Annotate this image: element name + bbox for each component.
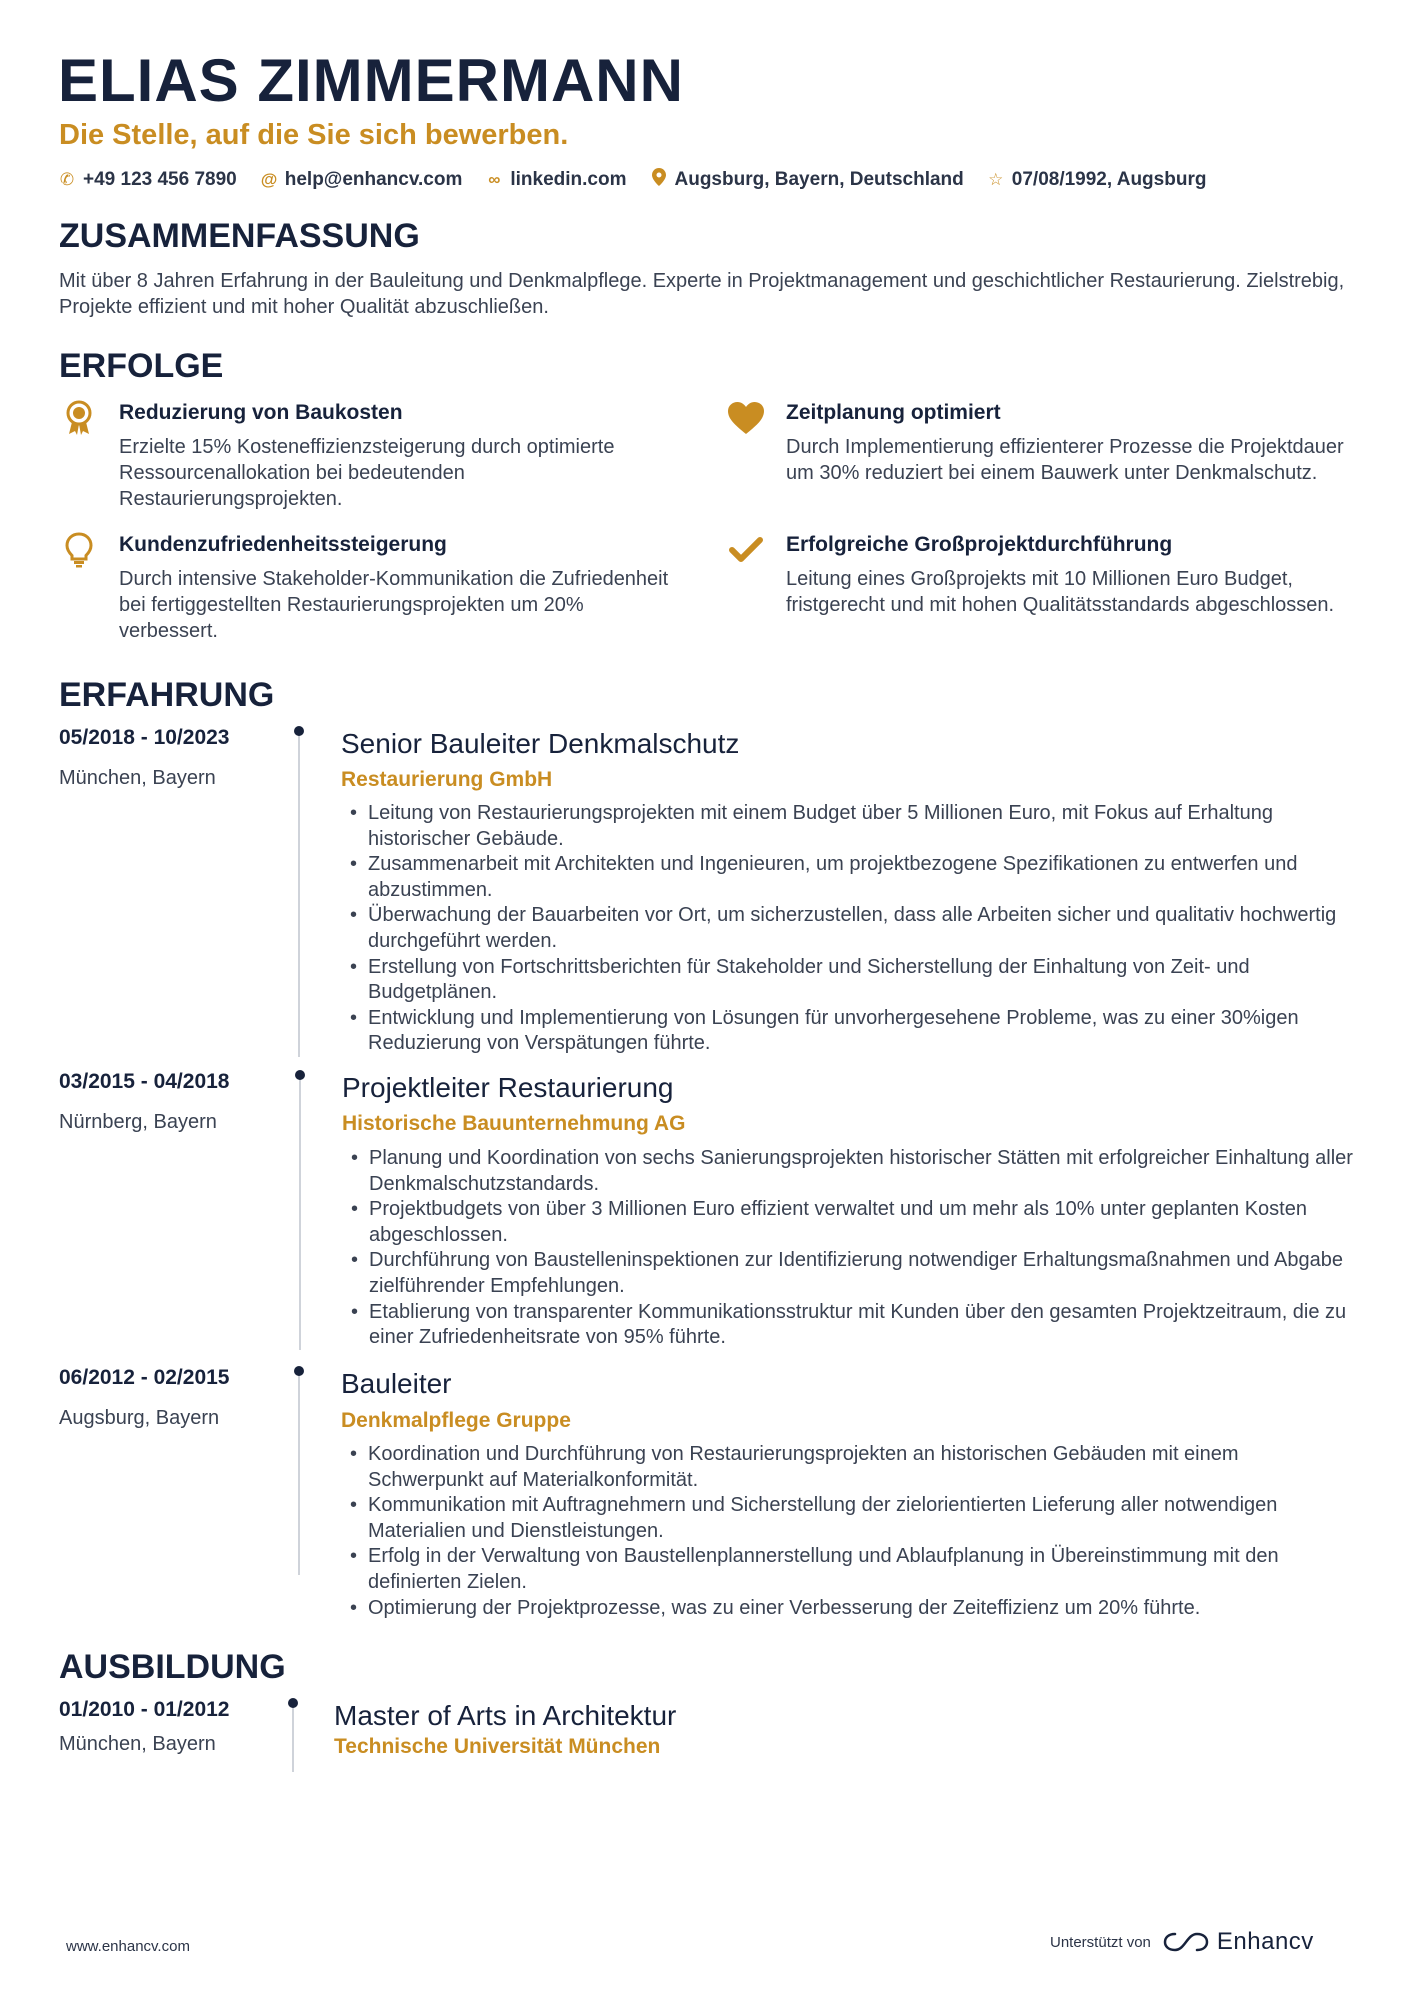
contact-linkedin-text: linkedin.com <box>510 168 627 190</box>
list-item: • Entwicklung und Implementierung von Lösungen für unvorhergesehene Probleme, was zu einer 30%igen Reduzierung von Verspätungen führte. <box>346 1006 1356 1057</box>
contact-birth <box>988 169 1207 191</box>
job-tagline: Die Stelle, auf die Sie sich bewerben. <box>59 119 569 151</box>
list-item: • Planung und Koordination von sechs Sanierungsprojekten historischer Stätten mit erfolgreicher Einhaltung aller Denkmalschutzstandards. <box>347 1146 1357 1197</box>
award-icon <box>59 398 99 438</box>
job-title: Bauleiter <box>341 1368 452 1399</box>
link-icon: ∞ <box>488 169 501 189</box>
job-company: Historische Bauunternehmung AG <box>342 1112 686 1135</box>
education-heading: AUSBILDUNG <box>59 1648 286 1686</box>
job-dates: 03/2015 - 04/2018 <box>59 1070 230 1093</box>
contact-phone-text: +49 123 456 7890 <box>83 168 237 190</box>
education-school: Technische Universität München <box>334 1735 661 1758</box>
powered-by-label: Unterstützt von <box>1050 1933 1151 1951</box>
timeline-line <box>298 1370 300 1575</box>
contact-location <box>651 168 964 191</box>
list-item: • Projektbudgets von über 3 Millionen Euro effizient verwaltet und um mehr als 10% unter geplanten Kosten abgeschlossen. <box>347 1197 1357 1248</box>
brand-name: Enhancv <box>1216 1928 1314 1955</box>
education-dates: 01/2010 - 01/2012 <box>59 1698 230 1721</box>
achievement-desc: Erzielte 15% Kosteneffizienzsteigerung durch optimierte Ressourcenallokation bei bedeutenden Restaurierungsprojekten. <box>119 436 615 510</box>
contact-location-text: Augsburg, Bayern, Deutschland <box>674 168 964 190</box>
list-item: • Zusammenarbeit mit Architekten und Ingenieuren, um projektbezogene Spezifikationen zu entwerfen und abzustimmen. <box>346 852 1356 903</box>
timeline-line <box>292 1702 294 1772</box>
job-location: Augsburg, Bayern <box>59 1407 220 1429</box>
phone-icon: ✆ <box>59 169 75 189</box>
list-item: • Erstellung von Fortschrittsberichten für Stakeholder und Sicherstellung der Einhaltung von Zeit- und Budgetplänen. <box>346 955 1356 1006</box>
footer-branding[interactable] <box>1050 1928 1314 1956</box>
contact-linkedin[interactable] <box>486 169 626 191</box>
enhancv-logo-icon <box>1163 1930 1209 1954</box>
timeline-dot <box>288 1698 298 1708</box>
checkmark-icon <box>726 530 766 570</box>
timeline-line <box>298 730 300 1057</box>
achievement-title: Reduzierung von Baukosten <box>119 401 403 424</box>
list-item: • Optimierung der Projektprozesse, was zu einer Verbesserung der Zeiteffizienz um 20% führte. <box>346 1596 1356 1622</box>
lightbulb-icon <box>59 530 99 570</box>
contact-email-text: help@enhancv.com <box>284 168 463 190</box>
achievement-title: Zeitplanung optimiert <box>786 401 1001 424</box>
contact-birth-text: 07/08/1992, Augsburg <box>1011 168 1207 190</box>
timeline-dot <box>295 1070 305 1080</box>
job-title: Senior Bauleiter Denkmalschutz <box>341 728 740 759</box>
job-location: Nürnberg, Bayern <box>59 1111 217 1133</box>
job-bullets <box>346 801 1356 1057</box>
job-title: Projektleiter Restaurierung <box>342 1072 674 1103</box>
achievement-title: Kundenzufriedenheitssteigerung <box>119 533 447 556</box>
achievement-title: Erfolgreiche Großprojektdurchführung <box>786 533 1173 556</box>
timeline-dot <box>294 1366 304 1376</box>
contact-bar <box>59 168 1230 191</box>
location-icon <box>651 168 667 191</box>
list-item: • Überwachung der Bauarbeiten vor Ort, um sicherzustellen, dass alle Arbeiten sicher und qualitativ hochwertig durchgeführt werden. <box>346 903 1356 954</box>
heart-icon <box>726 398 766 438</box>
list-item: • Koordination und Durchführung von Restaurierungsprojekten an historischen Gebäuden mit einem Schwerpunkt auf Materialkonformität. <box>346 1442 1356 1493</box>
summary-heading: ZUSAMMENFASSUNG <box>59 217 420 255</box>
at-icon: @ <box>260 169 278 189</box>
education-degree: Master of Arts in Architektur <box>334 1700 677 1731</box>
timeline-dot <box>294 726 304 736</box>
list-item: • Durchführung von Baustelleninspektionen zur Identifizierung notwendiger Erhaltungsmaßnahmen und Abgabe zielführender Empfehlungen. <box>347 1248 1357 1299</box>
candidate-name: ELIAS ZIMMERMANN <box>58 47 684 114</box>
summary-text: Mit über 8 Jahren Erfahrung in der Bauleitung und Denkmalpflege. Experte in Projektmanagement und geschichtlicher Restaurierung. Zielstrebig, Projekte effizient und mit hoher Qualität abzuschließen. <box>59 270 1345 318</box>
job-company: Restaurierung GmbH <box>341 768 553 791</box>
achievement-desc: Leitung eines Großprojekts mit 10 Millionen Euro Budget, fristgerecht und mit hohen Qualitätsstandards abgeschlossen. <box>786 568 1335 616</box>
job-bullets <box>347 1146 1357 1351</box>
job-dates: 06/2012 - 02/2015 <box>59 1366 230 1389</box>
contact-email[interactable] <box>261 169 463 191</box>
achievement-desc: Durch Implementierung effizienterer Prozesse die Projektdauer um 30% reduziert bei einem Bauwerk unter Denkmalschutz. <box>786 436 1344 484</box>
list-item: • Kommunikation mit Auftragnehmern und Sicherstellung der zielorientierten Lieferung aller notwendigen Materialien und Dienstleistungen. <box>346 1493 1356 1544</box>
contact-phone[interactable] <box>59 169 237 191</box>
job-dates: 05/2018 - 10/2023 <box>59 726 230 749</box>
job-bullets <box>346 1442 1356 1621</box>
education-location: München, Bayern <box>59 1733 216 1755</box>
job-location: München, Bayern <box>59 767 216 789</box>
job-company: Denkmalpflege Gruppe <box>341 1409 571 1432</box>
list-item: • Leitung von Restaurierungsprojekten mit einem Budget über 5 Millionen Euro, mit Fokus auf Erhaltung historischer Gebäude. <box>346 801 1356 852</box>
list-item: • Etablierung von transparenter Kommunikationsstruktur mit Kunden über den gesamten Projektzeitraum, die zu einer Zufriedenheitsrate von 95% führte. <box>347 1300 1357 1351</box>
list-item: • Erfolg in der Verwaltung von Baustellenplannerstellung und Ablaufplanung in Übereinstimmung mit den definierten Zielen. <box>346 1544 1356 1595</box>
achievements-heading: ERFOLGE <box>59 347 224 385</box>
timeline-line <box>299 1074 301 1350</box>
star-icon: ☆ <box>988 169 1004 189</box>
achievement-desc: Durch intensive Stakeholder-Kommunikation die Zufriedenheit bei fertiggestellten Restaurierungsprojekten um 20% verbessert. <box>119 568 669 642</box>
footer-website[interactable]: www.enhancv.com <box>66 1938 190 1955</box>
experience-heading: ERFAHRUNG <box>59 676 275 714</box>
